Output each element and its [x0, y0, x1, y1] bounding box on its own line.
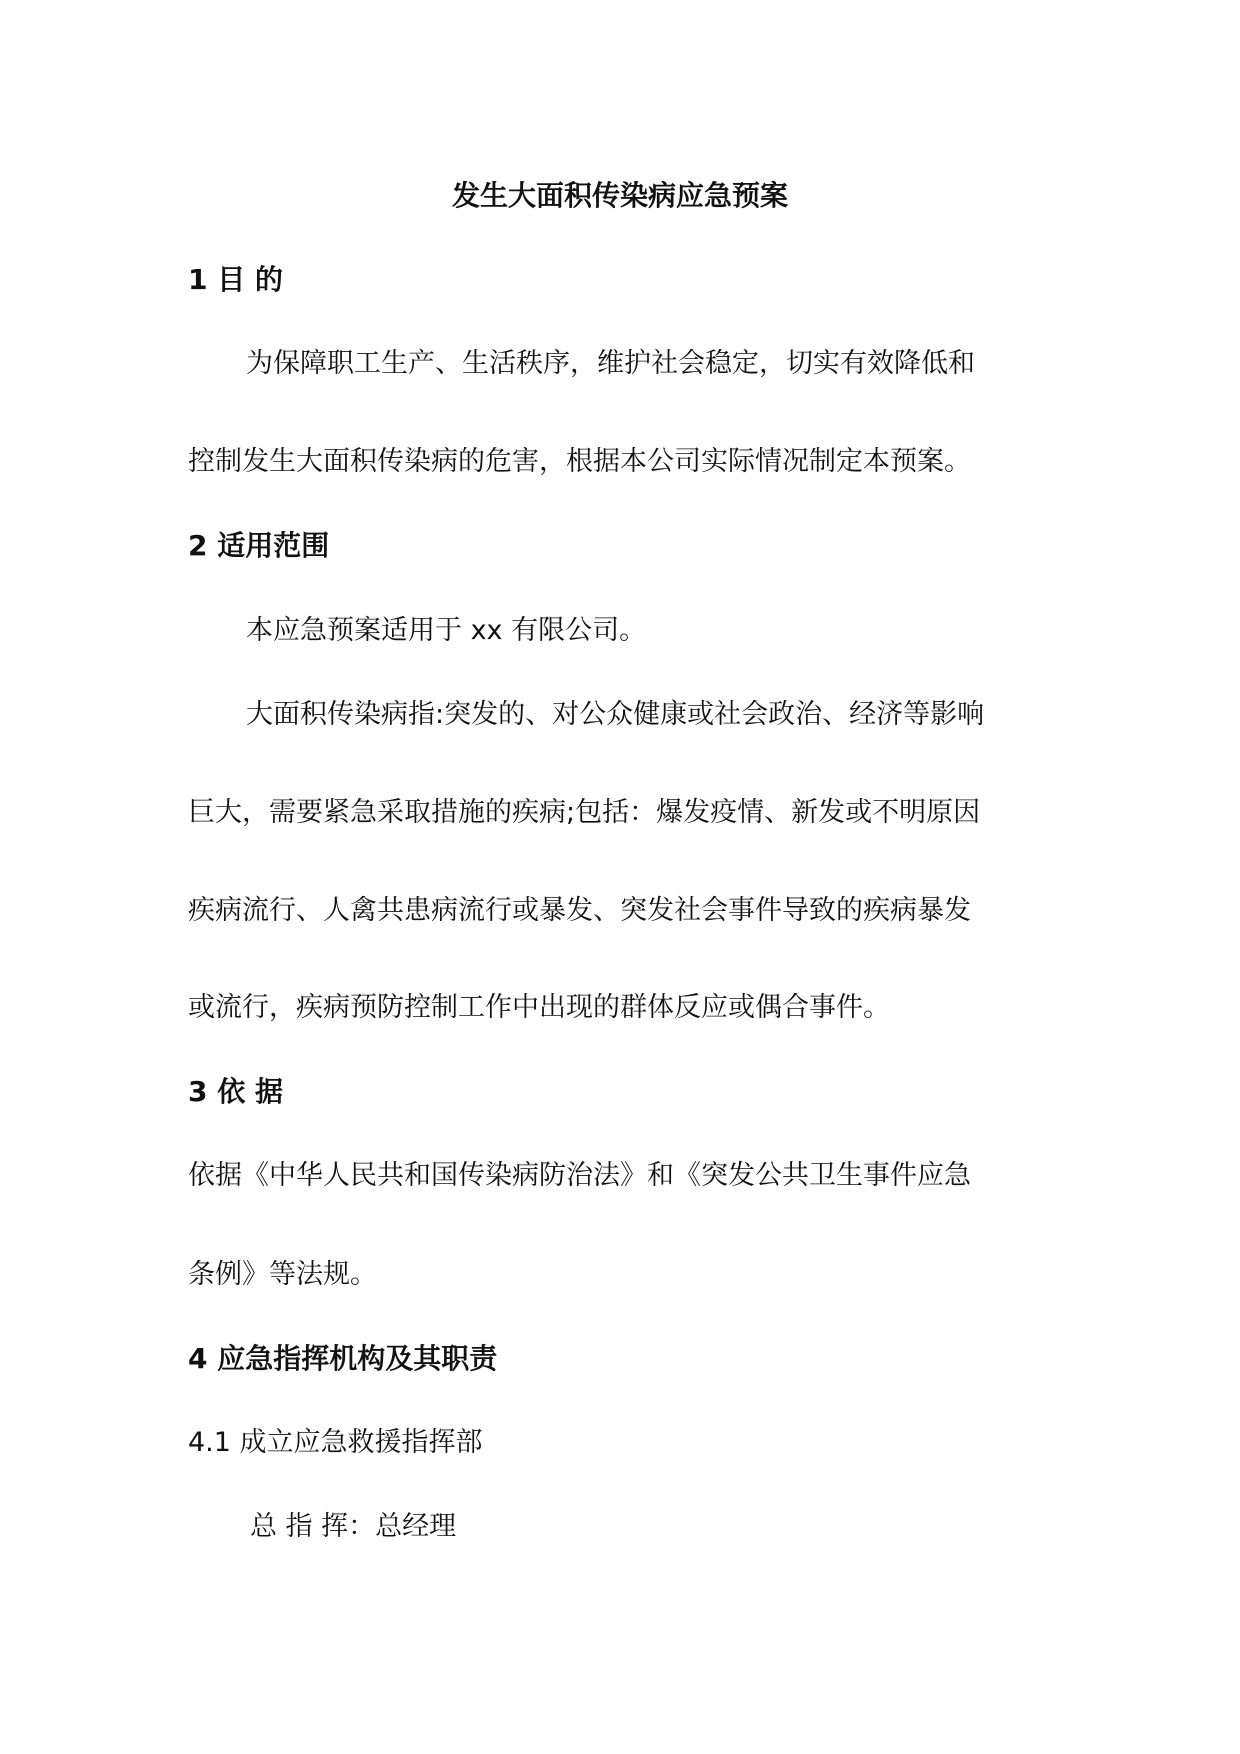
section-2-paragraph-1: 本应急预案适用于 xx 有限公司。	[246, 615, 647, 646]
section-2-heading: 2 适用范围	[188, 529, 330, 562]
section-1-paragraph-line-1: 为保障职工生产、生活秩序，维护社会稳定，切实有效降低和	[246, 348, 975, 379]
commander-line: 总 指 挥：总经理	[250, 1511, 457, 1542]
section-1-paragraph-line-2: 控制发生大面积传染病的危害，根据本公司实际情况制定本预案。	[188, 446, 971, 477]
section-2-paragraph-2-line-1: 大面积传染病指:突发的、对公众健康或社会政治、经济等影响	[246, 699, 985, 730]
section-2-paragraph-2-line-2: 巨大，需要紧急采取措施的疾病;包括：爆发疫情、新发或不明原因	[188, 797, 981, 828]
section-3-heading: 3 依 据	[188, 1075, 283, 1108]
section-4-heading: 4 应急指挥机构及其职责	[188, 1342, 498, 1375]
document-title: 发生大面积传染病应急预案	[451, 179, 788, 212]
section-1-heading: 1 目 的	[188, 263, 283, 296]
section-2-paragraph-2-line-4: 或流行，疾病预防控制工作中出现的群体反应或偶合事件。	[188, 992, 890, 1023]
section-3-paragraph-line-1: 依据《中华人民共和国传染病防治法》和《突发公共卫生事件应急	[188, 1160, 971, 1191]
section-2-paragraph-2-line-3: 疾病流行、人禽共患病流行或暴发、突发社会事件导致的疾病暴发	[188, 895, 971, 926]
section-3-paragraph-line-2: 条例》等法规。	[188, 1259, 377, 1290]
section-4-1-heading: 4.1 成立应急救援指挥部	[188, 1427, 483, 1458]
